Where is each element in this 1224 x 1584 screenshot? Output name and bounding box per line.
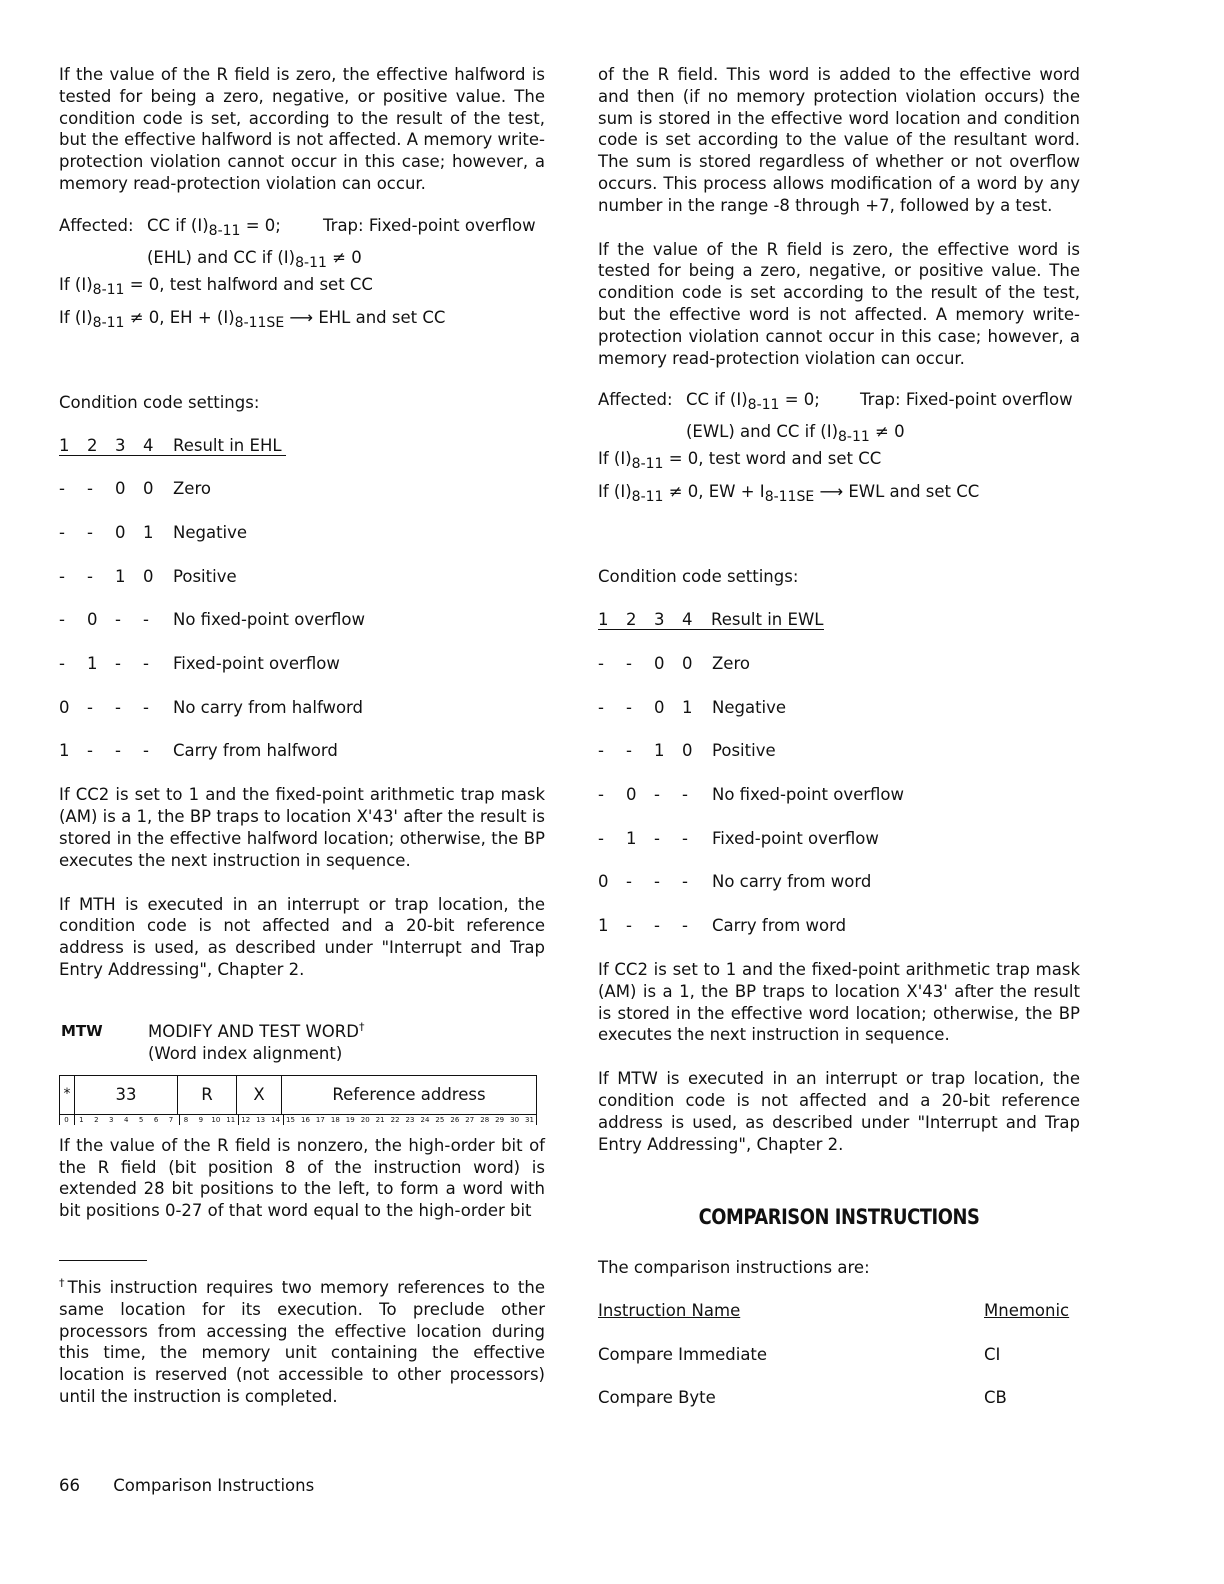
- cc-bit: 1: [682, 697, 693, 717]
- cc-bit: -: [682, 915, 688, 935]
- instruction-table-header: [598, 1300, 1080, 1322]
- bit-label: 12: [241, 1115, 251, 1124]
- cc-result: Negative: [712, 697, 787, 717]
- if-zero-line: If $(I)_{8-11} = 0$, test word and set CC: [598, 449, 882, 473]
- cc-bit: -: [654, 872, 660, 892]
- bit-label: 6: [153, 1115, 159, 1124]
- cc-result: No fixed-point overflow: [173, 610, 366, 630]
- bit-label: 1: [79, 1115, 84, 1124]
- cc-bit: -: [87, 479, 93, 499]
- instruction-name: Compare Immediate: [598, 1344, 768, 1364]
- section-heading: COMPARISON INSTRUCTIONS: [698, 1205, 980, 1230]
- affected-condition: CC if $(I)_{8-11} = 0$;: [147, 215, 281, 239]
- cc-bit: -: [59, 610, 65, 630]
- cc-bit: 0: [115, 479, 126, 499]
- cc-bit: -: [143, 654, 149, 674]
- cc-bit: -: [115, 741, 121, 761]
- cc-bit: 0: [682, 653, 693, 673]
- body-paragraph: of the R field. This word is added to the effective word and then (if no memory protection violation occurs) the sum is stored in the effective word location and condition code is set according to the value of the resultant word. The sum is stored regardless of whether or not overflow occurs. This process allows modification of a word by any number in the range -8 through +7, followed by a test.: [598, 65, 1080, 215]
- cc-bit: 1: [598, 915, 609, 935]
- cc-bit: -: [87, 697, 93, 717]
- cc-row: [598, 697, 1080, 719]
- cc-bit: -: [59, 479, 65, 499]
- cc-row: [59, 740, 545, 762]
- cc-bit: 0: [682, 741, 693, 761]
- cc-rows: [598, 631, 1080, 937]
- cc-result: Zero: [173, 479, 211, 499]
- cc-bit: -: [682, 828, 688, 848]
- cc-bit: -: [87, 741, 93, 761]
- cc-bit: -: [87, 566, 93, 586]
- cc-bit: 0: [626, 784, 637, 804]
- bit-label: 17: [315, 1115, 325, 1124]
- cc-row: [59, 609, 545, 631]
- cc-bit: -: [87, 522, 93, 542]
- bit-label: 7: [168, 1115, 174, 1124]
- affected-line: [59, 215, 545, 241]
- cc-bit: -: [598, 828, 604, 848]
- bit-divider: [238, 1115, 239, 1125]
- bit-label: 24: [420, 1115, 430, 1124]
- ehl-condition: (EHL) and CC if $(I)_{8-11} \ne 0$: [147, 247, 362, 271]
- cc-bit: -: [626, 915, 632, 935]
- cc-bit: 0: [87, 610, 98, 630]
- bit-label: 22: [390, 1115, 400, 1124]
- cc-bit: -: [143, 697, 149, 717]
- right-column: [598, 64, 1080, 1409]
- bit-label: 30: [510, 1115, 520, 1124]
- cc-bit: 0: [598, 872, 609, 892]
- cc-result: No fixed-point overflow: [712, 784, 905, 804]
- cc-row: [59, 522, 545, 544]
- cc-row: [598, 871, 1080, 893]
- body-paragraph: If the value of the R field is nonzero, the high-order bit of the R field (bit position 8 of the instruction word) is extended 28 bit positions to the left, to form a word with bit positions 0-27 of that word equal to the high-order bit: [59, 1135, 545, 1221]
- cc-row: [598, 653, 1080, 675]
- cc-row: [59, 697, 545, 719]
- cc-bit: 0: [654, 653, 665, 673]
- cc-bit: -: [654, 915, 660, 935]
- cc-result: No carry from halfword: [173, 697, 364, 717]
- cc-bit: -: [59, 566, 65, 586]
- bit-label: 25: [435, 1115, 445, 1124]
- mnemonic-header: Mnemonic: [984, 1300, 1070, 1320]
- cc-result: Positive: [712, 741, 776, 761]
- trap-text: Trap: Fixed-point overflow: [323, 215, 536, 235]
- cc-bit: -: [626, 741, 632, 761]
- cc-result: Negative: [173, 522, 248, 542]
- cc-bit: -: [115, 697, 121, 717]
- mtw-mnemonic: MTW: [61, 1021, 103, 1040]
- instruction-mnemonic: CI: [984, 1344, 1001, 1364]
- cc-result: Fixed-point overflow: [712, 828, 879, 848]
- affected-condition: CC if $(I)_{8-11} = 0$;: [686, 390, 820, 414]
- cc-header: 1 2 3 4 Result in EHL: [59, 435, 545, 457]
- cc-bit: -: [626, 653, 632, 673]
- bit-label: 18: [330, 1115, 340, 1124]
- ewl-condition: (EWL) and CC if $(I)_{8-11} \ne 0$: [686, 422, 905, 446]
- cc-row: [59, 653, 545, 675]
- cc-result: Positive: [173, 566, 237, 586]
- bit-label: 23: [405, 1115, 415, 1124]
- cc-bit: 1: [626, 828, 637, 848]
- if-nonzero-line: If $(I)_{8-11} \ne 0$, EW + $I_{8-11SE}$ ⟶ EWL and set CC: [598, 482, 980, 506]
- cc-bit: -: [654, 828, 660, 848]
- cc-bit: 1: [654, 741, 665, 761]
- cc-row: [598, 828, 1080, 850]
- cc-bit: -: [59, 654, 65, 674]
- bit-label: 19: [345, 1115, 355, 1124]
- bit-label: 8: [183, 1115, 189, 1124]
- bit-label: 26: [450, 1115, 460, 1124]
- x-field: X: [237, 1075, 282, 1114]
- if-nonzero-line: If $(I)_{8-11} \ne 0$, EH + $(I)_{8-11SE}$ ⟶ EHL and set CC: [59, 307, 446, 331]
- page-footer: [59, 1476, 314, 1495]
- body-paragraph: If CC2 is set to 1 and the fixed-point arithmetic trap mask (AM) is a 1, the BP traps to location X'43' after the result is stored in the effective halfword location; otherwise, the BP executes the next instruction in sequence.: [59, 785, 545, 870]
- body-paragraph: If the value of the R field is zero, the effective halfword is tested for being a zero, negative, or positive value. The condition code is set, according to the result of the test, but the effective halfword is not affected. A memory write-protection violation cannot occur in this case; however, a memory read-protection violation can occur.: [59, 65, 545, 193]
- trap-text: Trap: Fixed-point overflow: [860, 390, 1073, 410]
- bit-positions: [59, 1115, 537, 1125]
- cc-row: [598, 784, 1080, 806]
- cc-header: 1 2 3 4 Result in EWL: [598, 610, 824, 630]
- left-column: [59, 64, 545, 1408]
- affected-label: Affected:: [598, 390, 673, 410]
- cc-result: No carry from word: [712, 872, 872, 892]
- instruction-format: [59, 1075, 537, 1115]
- cc-result: Carry from word: [712, 915, 847, 935]
- cc-bit: -: [682, 872, 688, 892]
- indirect-field: *: [60, 1075, 75, 1114]
- bit-label: 2: [94, 1115, 99, 1124]
- cc-bit: -: [115, 654, 121, 674]
- cc-bit: 0: [654, 697, 665, 717]
- body-paragraph: The comparison instructions are:: [598, 1258, 870, 1278]
- if-zero-line: If $(I)_{8-11} = 0$, test halfword and set CC: [59, 274, 373, 298]
- bit-label: 0: [64, 1115, 69, 1124]
- cc-rows: [59, 457, 545, 763]
- instruction-name-header: Instruction Name: [598, 1300, 741, 1320]
- footer-section: Comparison Instructions: [113, 1476, 315, 1495]
- cc-result: Fixed-point overflow: [173, 654, 340, 674]
- instruction-row: [598, 1344, 1080, 1366]
- body-paragraph: If CC2 is set to 1 and the fixed-point arithmetic trap mask (AM) is a 1, the BP traps to location X'43' after the result is stored in the effective word location; otherwise, the BP executes the next instruction in sequence.: [598, 959, 1080, 1045]
- cc-bit: 0: [143, 566, 154, 586]
- cc-bit: 1: [115, 566, 126, 586]
- cc-bit: 1: [87, 654, 98, 674]
- cc-bit: -: [598, 697, 604, 717]
- cc-row: [598, 740, 1080, 762]
- instruction-name: Compare Byte: [598, 1388, 716, 1408]
- bit-label: 3: [109, 1115, 114, 1124]
- instruction-table: [598, 1322, 1080, 1409]
- cc-row: [59, 566, 545, 588]
- cc-bit: 0: [115, 522, 126, 542]
- bit-label: 13: [256, 1115, 266, 1124]
- bit-divider: [283, 1115, 284, 1125]
- cc-bit: 0: [59, 697, 70, 717]
- page-number: 66: [59, 1476, 80, 1495]
- cc-bit: -: [59, 522, 65, 542]
- cc-bit: 1: [143, 522, 154, 542]
- cc-result: Zero: [712, 653, 750, 673]
- bit-divider: [536, 1115, 537, 1125]
- instruction-mnemonic: CB: [984, 1388, 1007, 1408]
- bit-label: 31: [525, 1115, 534, 1124]
- bit-label: 5: [138, 1115, 144, 1124]
- opcode-field: 33: [75, 1075, 178, 1114]
- cc-bit: -: [626, 872, 632, 892]
- bit-label: 15: [286, 1115, 295, 1124]
- bit-divider: [74, 1115, 75, 1125]
- bit-label: 9: [198, 1115, 204, 1124]
- bit-label: 16: [300, 1115, 310, 1124]
- cc-bit: 1: [59, 741, 70, 761]
- affected-label: Affected:: [59, 215, 134, 235]
- cc-result: Carry from halfword: [173, 741, 338, 761]
- r-field: R: [178, 1075, 237, 1114]
- footnote: †This instruction requires two memory references to the same location for its execution. To preclude other processors from accessing the effective location during this time, the memory unit containing the effective location is reserved (not accessible to other processors) until the instruction is completed.: [59, 1276, 545, 1406]
- cc-bit: -: [115, 610, 121, 630]
- bit-divider: [179, 1115, 180, 1125]
- bit-label: 14: [271, 1115, 281, 1124]
- cc-row: [59, 478, 545, 500]
- bit-label: 20: [360, 1115, 370, 1124]
- cc-row: [598, 915, 1080, 937]
- body-paragraph: If MTW is executed in an interrupt or trap location, the condition code is not affected and a 20-bit reference address is used, as described under "Interrupt and Trap Entry Addressing", Chapter 2.: [598, 1069, 1080, 1154]
- affected-line: [598, 389, 1080, 415]
- cc-bit: -: [626, 697, 632, 717]
- mtw-subtitle-row: [59, 1043, 545, 1065]
- mtw-heading: [59, 1021, 545, 1043]
- bit-label: 29: [495, 1115, 505, 1124]
- cc-bit: -: [598, 741, 604, 761]
- cc-bit: -: [598, 653, 604, 673]
- bit-label: 21: [375, 1115, 385, 1124]
- body-paragraph: If MTH is executed in an interrupt or trap location, the condition code is not affected and a 20-bit reference address is used, as described under "Interrupt and Trap Entry Addressing", Chapter 2.: [59, 894, 545, 979]
- bit-label: 27: [465, 1115, 475, 1124]
- body-paragraph: If the value of the R field is zero, the effective word is tested for being a zero, negative, or positive value. The condition code is set according to the result of the test, but the effective word is not affected. A memory write-protection violation cannot occur in this case; however, a memory read-protection violation can occur.: [598, 239, 1080, 368]
- mtw-title: MODIFY AND TEST WORD†: [148, 1020, 365, 1041]
- cc-title: Condition code settings:: [59, 392, 260, 412]
- bit-label: 11: [226, 1115, 236, 1124]
- reference-address-field: Reference address: [282, 1075, 537, 1114]
- cc-title: Condition code settings:: [598, 567, 799, 587]
- cc-bit: -: [682, 784, 688, 804]
- cc-bit: -: [598, 784, 604, 804]
- instruction-row: [598, 1387, 1080, 1409]
- mtw-subtitle: (Word index alignment): [148, 1043, 343, 1063]
- cc-bit: -: [143, 741, 149, 761]
- cc-bit: 0: [143, 479, 154, 499]
- bit-label: 28: [480, 1115, 490, 1124]
- cc-bit: -: [143, 610, 149, 630]
- bit-divider: [59, 1115, 60, 1125]
- bit-label: 4: [123, 1115, 129, 1124]
- cc-bit: -: [654, 784, 660, 804]
- bit-label: 10: [211, 1115, 221, 1124]
